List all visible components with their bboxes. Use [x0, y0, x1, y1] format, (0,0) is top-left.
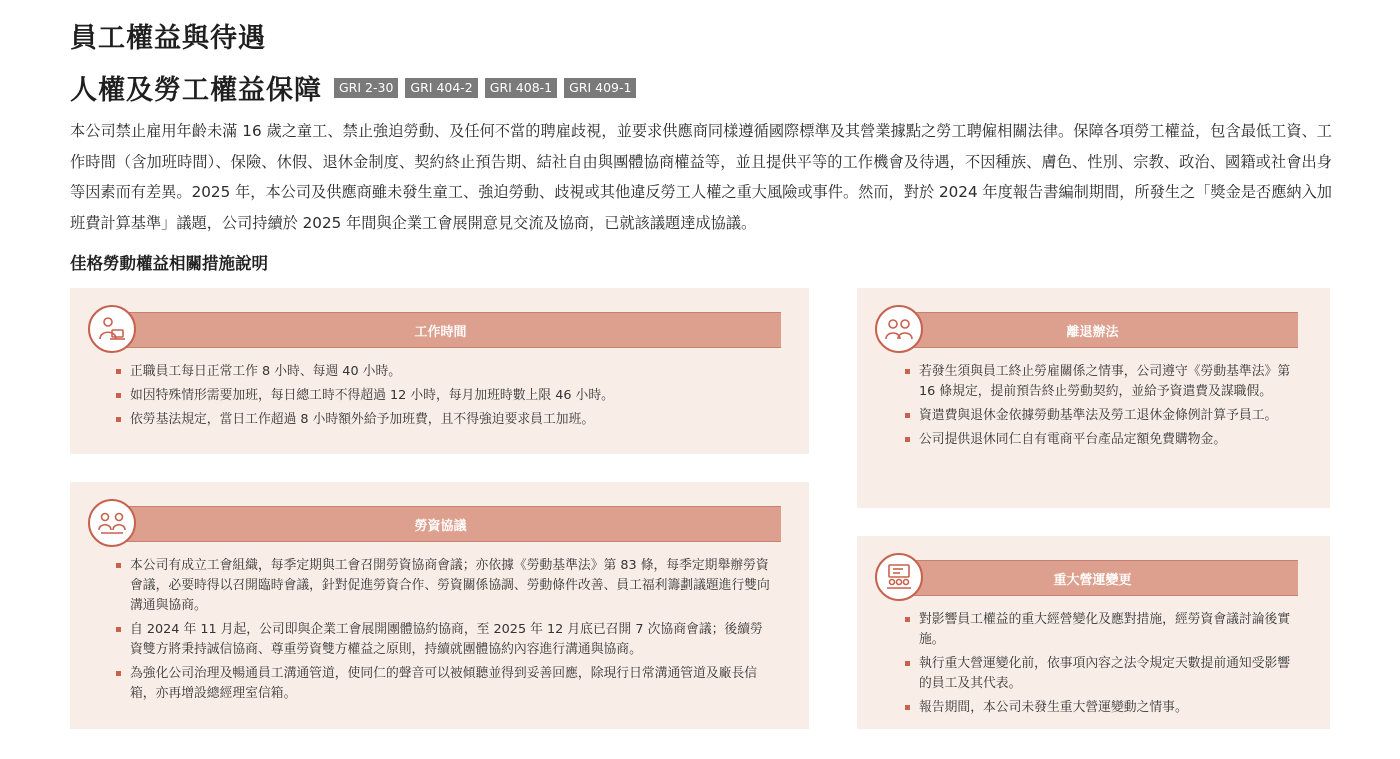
card-title-bar — [887, 312, 1298, 348]
two-people-icon — [875, 305, 923, 353]
card-labor-consult — [70, 482, 809, 729]
card-title-bar — [887, 560, 1298, 596]
list-item: 自 2024 年 11 月起，公司即與企業工會展開團體協約協商，至 2025 年 12 月底已召開 7 次協商會議；後續勞資雙方將秉持誠信協商、尊重勞資雙方權益之原則，持續就團體協約內容進行溝通與協商。 — [116, 620, 772, 660]
card-list — [116, 556, 772, 708]
section-title: 員工權益與待遇 — [70, 23, 266, 54]
intro-paragraph: 本公司禁止雇用年齡未滿 16 歲之童工、禁止強迫勞動、及任何不當的聘雇歧視，並要求供應商同樣遵循國際標準及其營業據點之勞工聘僱相關法律。保障各項勞工權益，包含最低工資、工作時間（含加班時間）、保險、休假、退休金制度、契約終止預告期、結社自由與團體協商權益等，並且提供平等的工作機會及待遇，不因種族、膚色、性別、宗教、政治、國籍或社會出身等因素而有差異。2025 年，本公司及供應商雖未發生童工、強迫勞動、歧視或其他違反勞工人權之重大風險或事件。然而，對於 2024 年度報告書編制期間，所發生之「獎金是否應納入加班費計算基準」議題，公司持續於 2025 年間與企業工會展開意見交流及協商，已就該議題達成協議。 — [70, 122, 1332, 232]
list-item: 如因特殊情形需要加班，每日總工時不得超過 12 小時，每月加班時數上限 46 小時。 — [116, 386, 786, 406]
list-item: 執行重大營運變化前，依事項內容之法令規定天數提前通知受影響的員工及其代表。 — [905, 654, 1291, 694]
card-work-hours — [70, 288, 809, 454]
card-retirement — [857, 288, 1330, 508]
list-item: 本公司有成立工會組織，每季定期與工會召開勞資協商會議；亦依據《勞動基準法》第 83 條，每季定期舉辦勞資會議，必要時得以召開臨時會議，針對促進勞資合作、勞資關係協調、勞動條件改善、員工福利籌劃議題進行雙向溝通與協商。 — [116, 556, 772, 616]
card-list — [116, 362, 786, 434]
gri-tag: GRI 2-30 — [334, 78, 398, 98]
card-title-bar — [100, 312, 781, 348]
list-item: 為強化公司治理及暢通員工溝通管道，使同仁的聲音可以被傾聽並得到妥善回應，除現行日常溝通管道及廠長信箱，亦再增設總經理室信箱。 — [116, 664, 772, 704]
page-title: 人權及勞工權益保障 — [70, 75, 322, 106]
card-title: 工作時間 — [414, 324, 467, 340]
list-item: 正職員工每日正常工作 8 小時、每週 40 小時。 — [116, 362, 786, 382]
card-title: 離退辦法 — [1066, 324, 1119, 340]
card-list — [905, 610, 1291, 722]
card-title: 重大營運變更 — [1053, 572, 1132, 588]
meeting-icon — [88, 499, 136, 547]
card-title: 勞資協議 — [414, 518, 467, 534]
heading-row — [70, 68, 643, 107]
gri-tag: GRI 409-1 — [564, 78, 636, 98]
card-operations — [857, 536, 1330, 729]
list-item: 資遣費與退休金依據勞動基準法及勞工退休金條例計算予員工。 — [905, 406, 1291, 426]
presentation-icon — [875, 553, 923, 601]
list-item: 若發生須與員工終止勞雇關係之情事，公司遵守《勞動基準法》第 16 條規定，提前預告終止勞動契約，並給予資遣費及謀職假。 — [905, 362, 1291, 402]
gri-tag: GRI 404-2 — [405, 78, 477, 98]
card-title-bar — [100, 506, 781, 542]
list-item: 對影響員工權益的重大經營變化及應對措施，經勞資會議討論後實施。 — [905, 610, 1291, 650]
card-list — [905, 362, 1291, 454]
gri-tag: GRI 408-1 — [485, 78, 557, 98]
person-laptop-icon — [88, 305, 136, 353]
list-item: 公司提供退休同仁自有電商平台產品定額免費購物金。 — [905, 430, 1291, 450]
list-item: 報告期間，本公司未發生重大營運變動之情事。 — [905, 698, 1291, 718]
list-item: 依勞基法規定，當日工作超過 8 小時額外給予加班費，且不得強迫要求員工加班。 — [116, 410, 786, 430]
measures-subheading: 佳格勞動權益相關措施說明 — [70, 254, 268, 273]
